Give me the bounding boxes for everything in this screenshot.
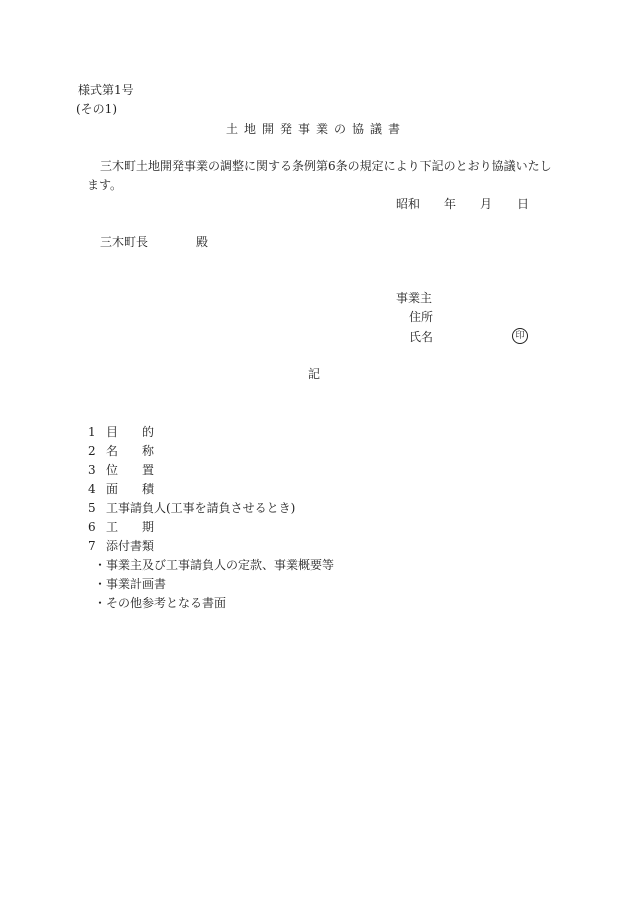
item-label: 位置 bbox=[106, 463, 179, 477]
date-era: 昭和 bbox=[396, 197, 421, 211]
body-text-line-1: 三木町土地開発事業の調整に関する条例第6条の規定により下記のとおり協議いたし bbox=[100, 159, 552, 173]
item-number: 7 bbox=[88, 539, 96, 553]
form-sub-number: (その1) bbox=[76, 102, 117, 116]
seal-mark: 印 bbox=[512, 328, 528, 344]
addressee-title: 三木町長 bbox=[100, 235, 149, 249]
item-number: 4 bbox=[88, 482, 96, 496]
applicant-name-label: 氏名 bbox=[409, 330, 434, 344]
list-item bbox=[88, 426, 178, 438]
attachment-item: ・事業主及び工事請負人の定款、事業概要等 bbox=[94, 558, 335, 572]
ki-heading: 記 bbox=[308, 367, 321, 381]
list-item bbox=[88, 464, 178, 476]
attachment-item: ・その他参考となる書面 bbox=[94, 596, 227, 610]
document-title: 土地開発事業の協議書 bbox=[226, 122, 407, 136]
item-label: 添付書類 bbox=[106, 539, 155, 553]
item-label: 目的 bbox=[106, 425, 179, 439]
addressee bbox=[100, 236, 208, 248]
item-label: 面積 bbox=[106, 482, 179, 496]
item-label: 工期 bbox=[106, 520, 179, 534]
form-number: 様式第1号 bbox=[78, 83, 134, 97]
item-number: 6 bbox=[88, 520, 96, 534]
date-row bbox=[396, 198, 529, 210]
addressee-honorific: 殿 bbox=[196, 235, 209, 249]
list-item bbox=[88, 521, 178, 533]
item-label: 名称 bbox=[106, 444, 179, 458]
date-month: 月 bbox=[480, 197, 493, 211]
list-item bbox=[88, 483, 178, 495]
date-day: 日 bbox=[517, 197, 530, 211]
date-year: 年 bbox=[444, 197, 457, 211]
applicant-address-label: 住所 bbox=[409, 310, 434, 324]
item-number: 1 bbox=[88, 425, 96, 439]
item-number: 2 bbox=[88, 444, 96, 458]
item-number: 5 bbox=[88, 501, 96, 515]
list-item bbox=[88, 502, 295, 514]
body-text-line-2: ます。 bbox=[87, 178, 123, 192]
attachment-item: ・事業計画書 bbox=[94, 577, 167, 591]
item-label: 工事請負人(工事を請負させるとき) bbox=[106, 501, 296, 515]
list-item bbox=[88, 445, 178, 457]
applicant-label: 事業主 bbox=[396, 291, 433, 305]
list-item bbox=[88, 540, 154, 552]
item-number: 3 bbox=[88, 463, 96, 477]
